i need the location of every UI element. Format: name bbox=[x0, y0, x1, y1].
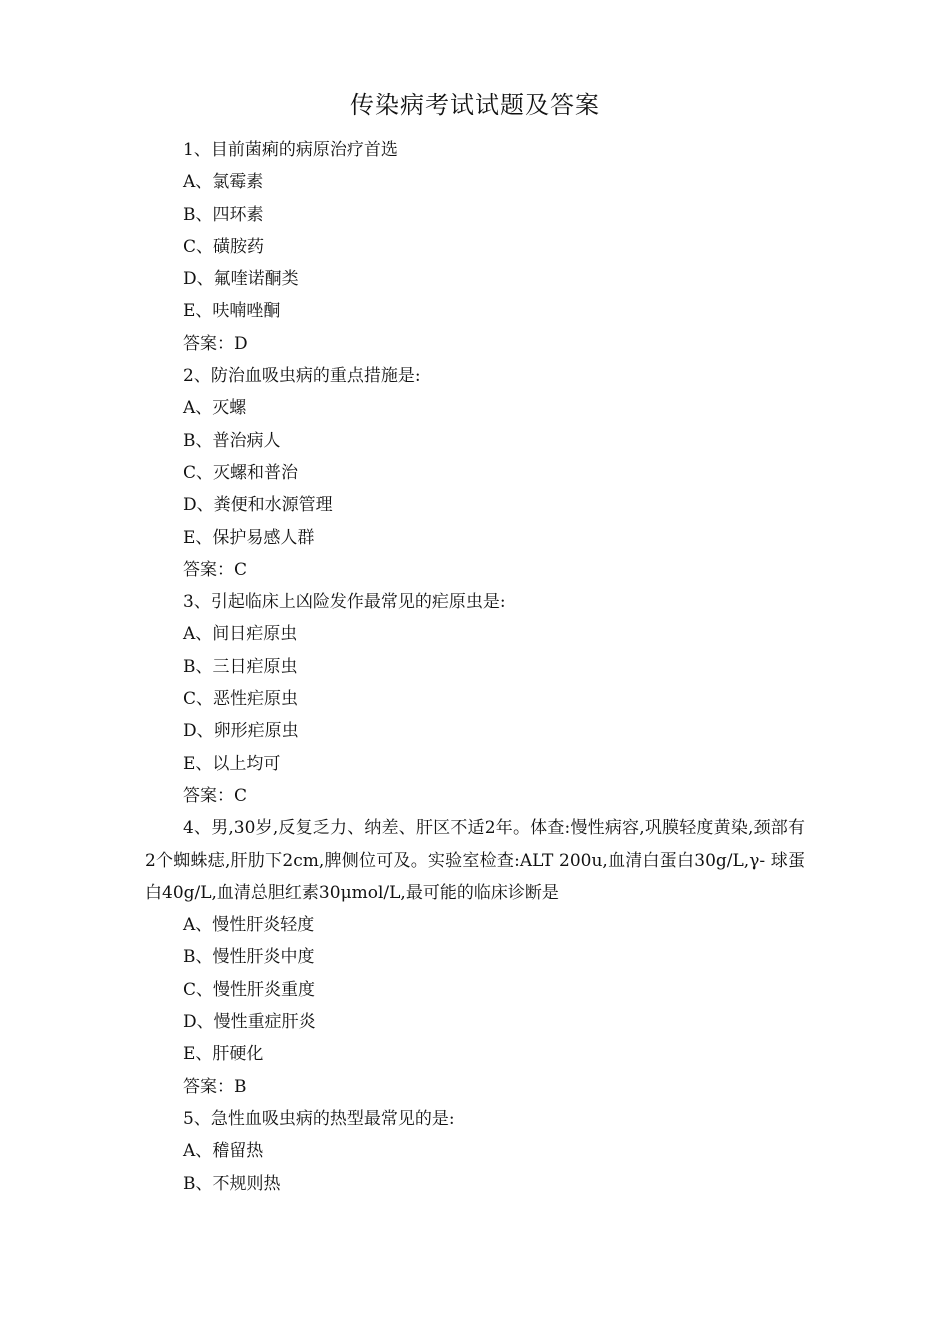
document-title: 传染病考试试题及答案 bbox=[350, 91, 600, 119]
question-2: 2、防治血吸虫病的重点措施是: bbox=[183, 366, 421, 387]
q3-option-d: D、卵形疟原虫 bbox=[183, 721, 299, 742]
q3-answer: 答案：C bbox=[183, 785, 248, 806]
q2-option-d: D、粪便和水源管理 bbox=[183, 495, 333, 516]
question-4: 4、男,30岁,反复乏力、纳差、肝区不适2年。体查:慢性病容,巩膜轻度黄染,颈部有2个蜘蛛痣,肝肋下2cm,脾侧位可及。实验室检查:ALT 200u,血清白蛋白30g/L,γ- 球蛋白40g/L,血清总胆红素30μmol/L,最可能的临床诊断是 bbox=[145, 818, 805, 903]
q3-option-c: C、恶性疟原虫 bbox=[183, 689, 299, 710]
q2-option-a: A、灭螺 bbox=[183, 398, 247, 419]
q2-option-c: C、灭螺和普治 bbox=[183, 462, 299, 483]
question-3: 3、引起临床上凶险发作最常见的疟原虫是: bbox=[183, 592, 506, 613]
question-5: 5、急性血吸虫病的热型最常见的是: bbox=[183, 1108, 455, 1129]
q1-option-c: C、磺胺药 bbox=[183, 236, 265, 257]
question-1: 1、目前菌痢的病原治疗首选 bbox=[183, 140, 398, 160]
q1-option-e: E、呋喃唑酮 bbox=[183, 301, 281, 322]
q5-option-a: A、稽留热 bbox=[183, 1141, 264, 1162]
q4-answer: 答案：B bbox=[183, 1076, 247, 1097]
q4-option-e: E、肝硬化 bbox=[183, 1044, 264, 1065]
q1-option-d: D、氟喹诺酮类 bbox=[183, 269, 299, 290]
q1-option-b: B、四环素 bbox=[183, 204, 264, 225]
q5-option-b: B、不规则热 bbox=[183, 1173, 281, 1194]
q4-option-a: A、慢性肝炎轻度 bbox=[183, 915, 315, 936]
q3-option-a: A、间日疟原虫 bbox=[183, 624, 298, 645]
q4-option-b: B、慢性肝炎中度 bbox=[183, 947, 315, 968]
q1-answer: 答案：D bbox=[183, 333, 248, 354]
q1-option-a: A、氯霉素 bbox=[183, 172, 264, 193]
q4-option-c: C、慢性肝炎重度 bbox=[183, 979, 316, 1000]
q3-option-b: B、三日疟原虫 bbox=[183, 656, 298, 677]
q2-option-b: B、普治病人 bbox=[183, 430, 281, 451]
document-body bbox=[145, 134, 805, 1200]
q2-option-e: E、保护易感人群 bbox=[183, 527, 315, 548]
q3-option-e: E、以上均可 bbox=[183, 753, 281, 774]
q2-answer: 答案：C bbox=[183, 559, 248, 580]
q4-option-d: D、慢性重症肝炎 bbox=[183, 1012, 316, 1033]
